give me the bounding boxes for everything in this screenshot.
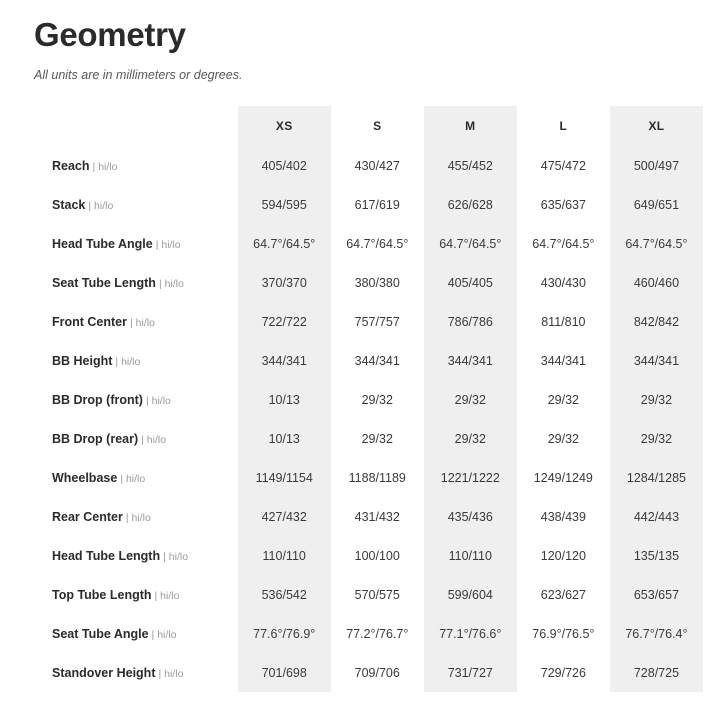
- table-header-row: [34, 106, 703, 146]
- row-label-text: Head Tube Angle: [52, 236, 153, 251]
- cell-xs: 64.7°/64.5°: [238, 224, 331, 263]
- geometry-table-wrap: [18, 106, 687, 692]
- row-label-text: Wheelbase: [52, 470, 118, 485]
- cell-m: 344/341: [424, 341, 517, 380]
- row-label-suffix: hi/lo: [164, 277, 184, 290]
- cell-m: 29/32: [424, 380, 517, 419]
- row-label: [34, 419, 238, 458]
- row-label: [34, 497, 238, 536]
- cell-s: 617/619: [331, 185, 424, 224]
- cell-l: 729/726: [517, 653, 610, 692]
- row-label: [34, 185, 238, 224]
- row-label-hilo: |: [141, 433, 147, 446]
- row-label-hilo: |: [158, 667, 165, 680]
- row-label-hilo: |: [130, 316, 136, 329]
- row-label-suffix: hi/lo: [160, 589, 180, 602]
- row-label-text: BB Drop (rear): [52, 431, 139, 446]
- cell-m: 64.7°/64.5°: [424, 224, 517, 263]
- row-label-hilo: |: [151, 628, 158, 641]
- table-row: [34, 302, 703, 341]
- table-corner-cell: [34, 106, 238, 146]
- cell-l: 344/341: [517, 341, 610, 380]
- cell-xs: 77.6°/76.9°: [238, 614, 331, 653]
- cell-xs: 370/370: [238, 263, 331, 302]
- row-label: [34, 614, 238, 653]
- row-label-suffix: hi/lo: [157, 628, 177, 641]
- cell-xs: 536/542: [238, 575, 331, 614]
- cell-xl: 728/725: [610, 653, 703, 692]
- table-row: [34, 380, 703, 419]
- row-label-hilo: |: [154, 589, 161, 602]
- cell-l: 811/810: [517, 302, 610, 341]
- column-header-xl: XL: [610, 106, 703, 146]
- row-label-hilo: |: [158, 277, 165, 290]
- row-label-suffix: hi/lo: [131, 511, 151, 524]
- table-head: [34, 106, 703, 146]
- row-label-suffix: hi/lo: [125, 472, 146, 485]
- row-label-suffix: hi/lo: [121, 355, 141, 368]
- row-label-hilo: |: [155, 238, 162, 251]
- row-label: [34, 341, 238, 380]
- row-label-text: Front Center: [52, 314, 127, 329]
- row-label: [34, 653, 238, 692]
- cell-l: 475/472: [517, 146, 610, 185]
- cell-s: 570/575: [331, 575, 424, 614]
- row-label-text: Top Tube Length: [52, 587, 152, 602]
- cell-xs: 701/698: [238, 653, 331, 692]
- cell-s: 709/706: [331, 653, 424, 692]
- cell-s: 430/427: [331, 146, 424, 185]
- row-label-text: Seat Tube Angle: [52, 626, 149, 641]
- row-label-text: Head Tube Length: [52, 548, 161, 563]
- table-row: [34, 497, 703, 536]
- cell-xs: 344/341: [238, 341, 331, 380]
- cell-xl: 76.7°/76.4°: [610, 614, 703, 653]
- cell-xs: 594/595: [238, 185, 331, 224]
- cell-m: 77.1°/76.6°: [424, 614, 517, 653]
- row-label-text: BB Height: [52, 353, 113, 368]
- column-header-m: M: [424, 106, 517, 146]
- cell-xs: 10/13: [238, 380, 331, 419]
- cell-xl: 344/341: [610, 341, 703, 380]
- row-label-text: Stack: [52, 197, 86, 212]
- cell-m: 1221/1222: [424, 458, 517, 497]
- table-row: [34, 146, 703, 185]
- row-label-suffix: hi/lo: [98, 160, 118, 173]
- row-label-hilo: |: [92, 160, 99, 173]
- table-row: [34, 614, 703, 653]
- cell-xs: 405/402: [238, 146, 331, 185]
- cell-l: 29/32: [517, 380, 610, 419]
- cell-xl: 29/32: [610, 380, 703, 419]
- cell-m: 435/436: [424, 497, 517, 536]
- cell-s: 77.2°/76.7°: [331, 614, 424, 653]
- row-label: [34, 263, 238, 302]
- row-label-hilo: |: [115, 355, 122, 368]
- cell-s: 344/341: [331, 341, 424, 380]
- cell-l: 430/430: [517, 263, 610, 302]
- row-label-text: Seat Tube Length: [52, 275, 156, 290]
- cell-s: 100/100: [331, 536, 424, 575]
- row-label-text: BB Drop (front): [52, 392, 143, 407]
- cell-m: 599/604: [424, 575, 517, 614]
- column-header-l: L: [517, 106, 610, 146]
- cell-xl: 460/460: [610, 263, 703, 302]
- cell-xl: 653/657: [610, 575, 703, 614]
- table-body: [34, 146, 703, 692]
- cell-m: 29/32: [424, 419, 517, 458]
- page-subtitle: All units are in millimeters or degrees.: [34, 68, 243, 82]
- table-row: [34, 575, 703, 614]
- row-label: [34, 458, 238, 497]
- cell-xl: 649/651: [610, 185, 703, 224]
- cell-s: 64.7°/64.5°: [331, 224, 424, 263]
- cell-m: 786/786: [424, 302, 517, 341]
- cell-xs: 10/13: [238, 419, 331, 458]
- cell-m: 626/628: [424, 185, 517, 224]
- cell-xl: 64.7°/64.5°: [610, 224, 703, 263]
- column-header-s: S: [331, 106, 424, 146]
- cell-l: 1249/1249: [517, 458, 610, 497]
- row-label-hilo: |: [163, 550, 169, 563]
- cell-xs: 427/432: [238, 497, 331, 536]
- table-row: [34, 536, 703, 575]
- cell-xs: 1149/1154: [238, 458, 331, 497]
- cell-l: 64.7°/64.5°: [517, 224, 610, 263]
- row-label-suffix: hi/lo: [135, 316, 155, 329]
- row-label: [34, 536, 238, 575]
- cell-xl: 1284/1285: [610, 458, 703, 497]
- cell-s: 29/32: [331, 419, 424, 458]
- row-label-text: Rear Center: [52, 509, 123, 524]
- cell-m: 110/110: [424, 536, 517, 575]
- row-label: [34, 146, 238, 185]
- page-title: Geometry: [34, 16, 186, 53]
- row-label-text: Reach: [52, 158, 90, 173]
- row-label: [34, 380, 238, 419]
- row-label-suffix: hi/lo: [146, 433, 167, 446]
- row-label-hilo: |: [125, 511, 132, 524]
- cell-m: 455/452: [424, 146, 517, 185]
- row-label-suffix: hi/lo: [161, 238, 181, 251]
- table-row: [34, 458, 703, 497]
- cell-l: 76.9°/76.5°: [517, 614, 610, 653]
- cell-m: 731/727: [424, 653, 517, 692]
- cell-l: 623/627: [517, 575, 610, 614]
- cell-l: 29/32: [517, 419, 610, 458]
- cell-xl: 29/32: [610, 419, 703, 458]
- row-label: [34, 302, 238, 341]
- row-label: [34, 224, 238, 263]
- table-row: [34, 653, 703, 692]
- cell-s: 29/32: [331, 380, 424, 419]
- row-label-suffix: hi/lo: [168, 550, 189, 563]
- row-label-suffix: hi/lo: [94, 199, 114, 212]
- cell-s: 431/432: [331, 497, 424, 536]
- geometry-table: [34, 106, 703, 692]
- cell-xs: 722/722: [238, 302, 331, 341]
- cell-m: 405/405: [424, 263, 517, 302]
- row-label: [34, 575, 238, 614]
- row-label-hilo: |: [120, 472, 126, 485]
- cell-xl: 500/497: [610, 146, 703, 185]
- cell-s: 1188/1189: [331, 458, 424, 497]
- row-label-hilo: |: [88, 199, 95, 212]
- table-row: [34, 224, 703, 263]
- cell-l: 438/439: [517, 497, 610, 536]
- table-row: [34, 185, 703, 224]
- cell-s: 380/380: [331, 263, 424, 302]
- cell-xl: 842/842: [610, 302, 703, 341]
- row-label-text: Standover Height: [52, 665, 156, 680]
- cell-xl: 442/443: [610, 497, 703, 536]
- table-row: [34, 341, 703, 380]
- table-row: [34, 419, 703, 458]
- table-row: [34, 263, 703, 302]
- row-label-suffix: hi/lo: [164, 667, 184, 680]
- cell-l: 635/637: [517, 185, 610, 224]
- cell-s: 757/757: [331, 302, 424, 341]
- column-header-xs: XS: [238, 106, 331, 146]
- cell-l: 120/120: [517, 536, 610, 575]
- cell-xs: 110/110: [238, 536, 331, 575]
- row-label-hilo: |: [145, 394, 152, 407]
- cell-xl: 135/135: [610, 536, 703, 575]
- row-label-suffix: hi/lo: [151, 394, 171, 407]
